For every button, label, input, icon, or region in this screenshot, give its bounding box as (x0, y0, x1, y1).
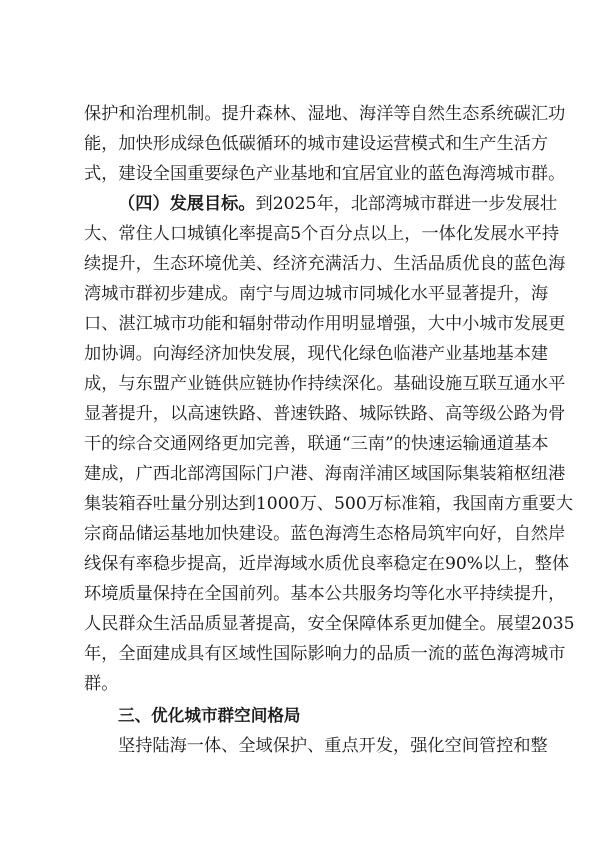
text-line: 人民群众生活品质显著提高，安全保障体系更加健全。展望2035 (84, 614, 575, 634)
text-line: 加协调。向海经济加快发展，现代化绿色临港产业基地基本建 (84, 344, 549, 364)
text-line: 湾城市群初步建成。南宁与周边城市同城化水平显著提升，海 (84, 284, 549, 304)
text-line: 干的综合交通网络更加完善，联通“三南”的快速运输通道基本 (84, 434, 549, 454)
text-line: 宗商品储运基地加快建设。蓝色海湾生态格局筑牢向好，自然岸 (84, 524, 566, 544)
text-line: 续提升，生态环境优美、经济充满活力、生活品质优良的蓝色海 (84, 254, 566, 274)
text-line: 大、常住人口城镇化率提高5个百分点以上，一体化发展水平持 (84, 224, 560, 244)
text-line: 建成，广西北部湾国际门户港、海南洋浦区域国际集装箱枢纽港 (84, 464, 566, 484)
text-line: 显著提升，以高速铁路、普速铁路、城际铁路、高等级公路为骨 (84, 404, 566, 424)
text-line: 口、湛江城市功能和辐射带动作用明显增强，大中小城市发展更 (84, 314, 566, 334)
text-line: 坚持陆海一体、全域保护、重点开发，强化空间管控和整 (118, 736, 548, 756)
text-line: 式，建设全国重要绿色产业基地和宜居宜业的蓝色海湾城市群。 (84, 164, 566, 184)
text-line: 群。 (84, 674, 119, 694)
text-line: 环境质量保持在全国前列。基本公共服务均等化水平持续提升， (84, 584, 566, 604)
text-line: 线保有率稳步提高，近岸海域水质优良率稳定在90%以上，整体 (84, 554, 570, 574)
text-line: 能，加快形成绿色低碳循环的城市建设运营模式和生产生活方 (84, 134, 549, 154)
section-heading: 三、优化城市群空间格局 (118, 706, 301, 725)
text-line: 保护和治理机制。提升森林、湿地、海洋等自然生态系统碳汇功 (84, 104, 566, 124)
paragraph-goal-first-line (118, 192, 558, 216)
text-line: 成，与东盟产业链供应链协作持续深化。基础设施互联互通水平 (84, 374, 566, 394)
text-line: 年，全面建成具有区域性国际影响力的品质一流的蓝色海湾城市 (84, 644, 566, 664)
text-fragment: 到2025年，北部湾城市群进一步发展壮 (255, 194, 558, 214)
text-line: 集装箱吞吐量分别达到1000万、500万标准箱，我国南方重要大 (84, 494, 574, 514)
section-label-goals: （四）发展目标。 (118, 194, 256, 214)
